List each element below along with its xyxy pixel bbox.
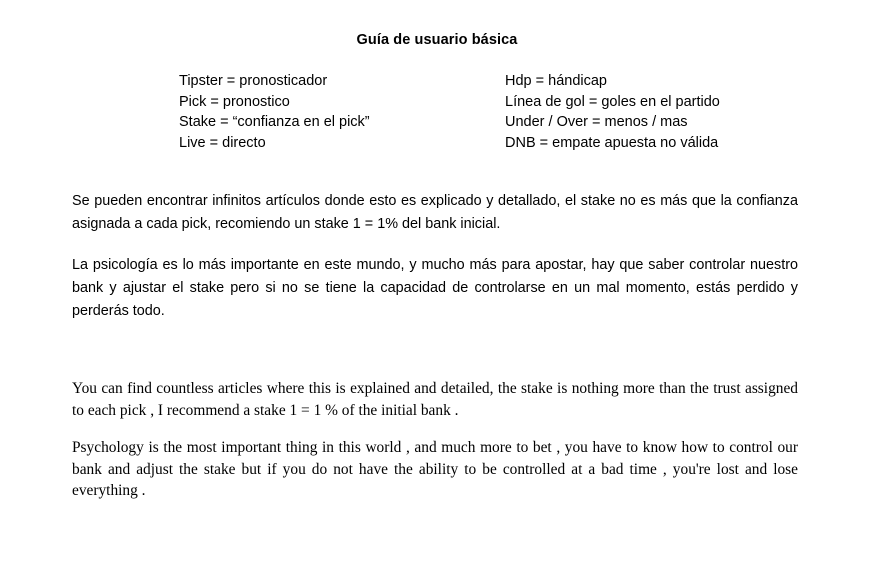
paragraph-en-stake: You can find countless articles where this is explained and detailed, the stake is nothing more than the trust assigned to each pick , I recommend a stake 1 = 1 % of the initial bank . xyxy=(72,380,798,419)
paragraph-en-psychology: Psychology is the most important thing in this world , and much more to bet , you have to know how to control our bank and adjust the stake but if you do not have the ability to be controlled at a bad time , you're lost and lose everything . xyxy=(72,439,798,499)
glossary-term-hdp: Hdp = hándicap xyxy=(505,73,607,89)
paragraph-es-stake: Se pueden encontrar infinitos artículos donde esto es explicado y detallado, el stake no es más que la confianza asignada a cada pick, recomiendo un stake 1 = 1% del bank inicial. xyxy=(72,193,798,232)
glossary-term-tipster: Tipster = pronosticador xyxy=(179,73,328,89)
glossary-term-under-over: Under / Over = menos / mas xyxy=(505,114,688,130)
paragraph-es-psychology: La psicología es lo más importante en este mundo, y mucho más para apostar, hay que saber controlar nuestro bank y ajustar el stake pero si no se tiene la capacidad de controlarse en un mal momento, estás perdido y perderás todo. xyxy=(72,257,798,319)
document-title: Guía de usuario básica xyxy=(356,32,518,48)
glossary-term-live: Live = directo xyxy=(179,134,266,151)
glossary-left-column xyxy=(179,71,370,153)
glossary-term-stake: Stake = “confianza en el pick” xyxy=(179,114,370,130)
glossary-term-pick: Pick = pronostico xyxy=(179,93,290,110)
glossary-term-dnb: DNB = empate apuesta no válida xyxy=(505,134,719,151)
glossary-right-column xyxy=(505,71,720,153)
glossary-term-linea-de-gol: Línea de gol = goles en el partido xyxy=(505,93,720,110)
